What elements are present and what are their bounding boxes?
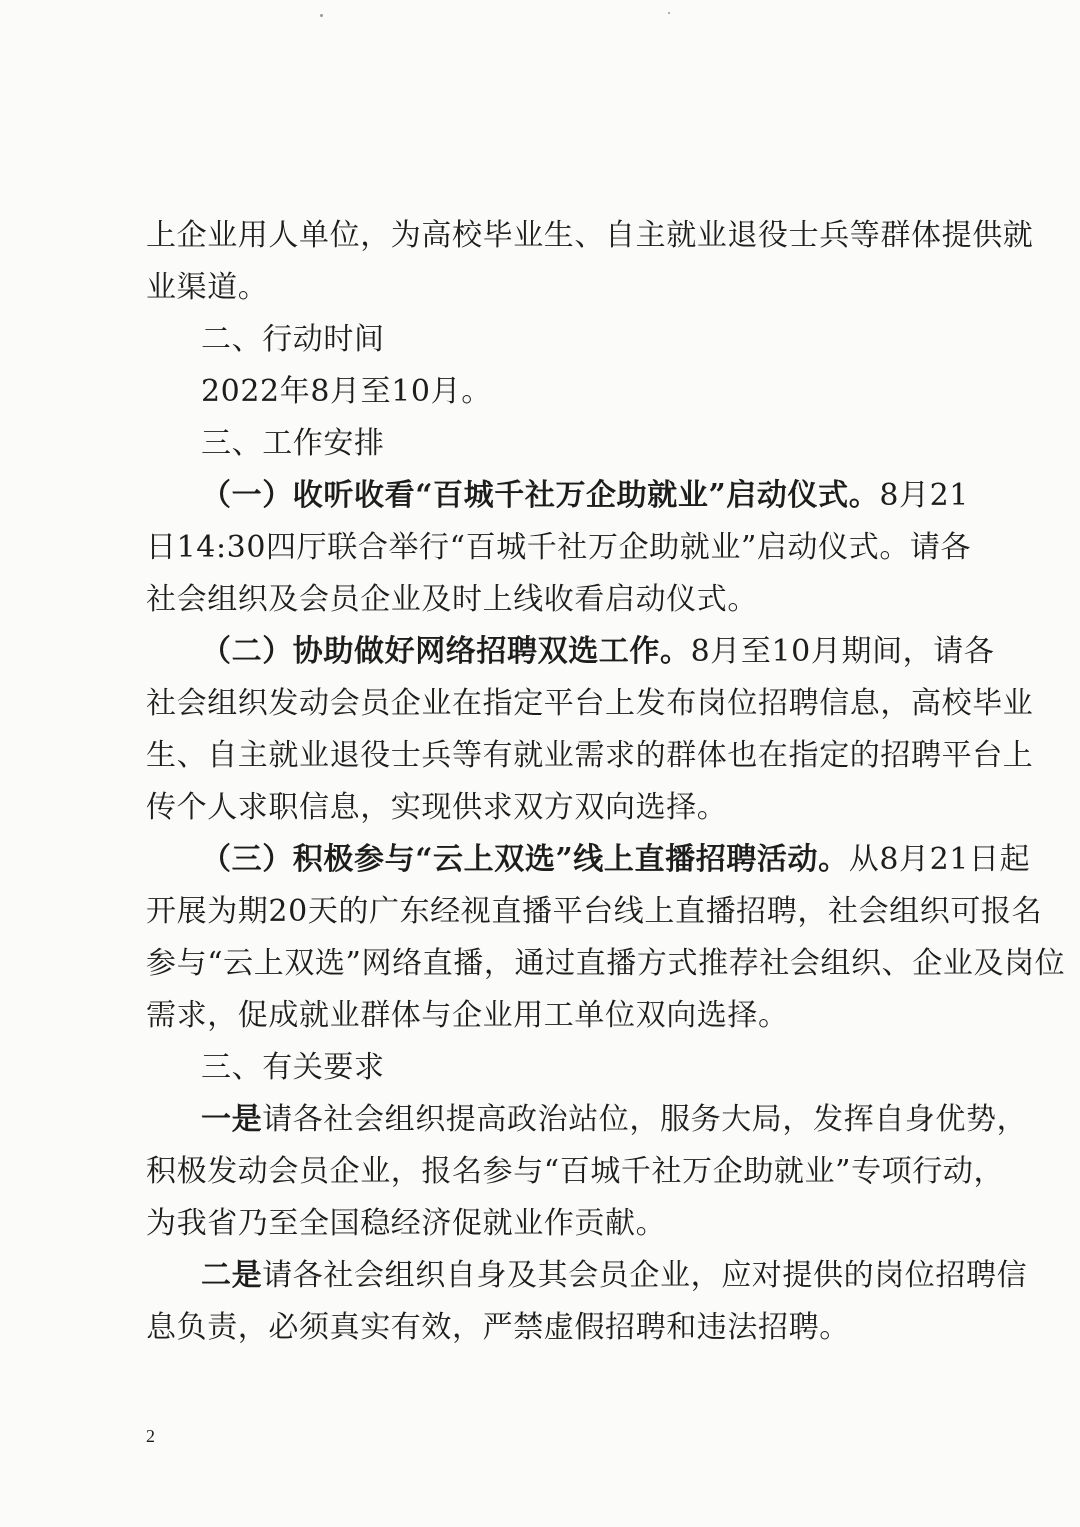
item2-title: （二）协助做好网络招聘双选工作。 <box>201 634 691 669</box>
section-heading-requirements: 三、有关要求 <box>201 1050 385 1085</box>
item1-line-1 <box>146 470 969 522</box>
req2-lead: 二是 <box>201 1258 263 1293</box>
item2-line-2: 社会组织发动会员企业在指定平台上发布岗位招聘信息，高校毕业 <box>146 686 1034 721</box>
document-body <box>146 210 1066 1354</box>
page-number: 2 <box>146 1426 155 1446</box>
section-heading-time: 二、行动时间 <box>201 322 385 357</box>
item1-line-2: 日14:30四厅联合举行“百城千社万企助就业”启动仪式。请各 <box>146 530 972 565</box>
item1-text: 8月21 <box>879 478 969 513</box>
req1-line-1 <box>146 1094 1028 1146</box>
req2-text: 请各社会组织自身及其会员企业，应对提供的岗位招聘信 <box>262 1258 1028 1293</box>
scan-speck <box>320 14 323 17</box>
item2-line-4: 传个人求职信息，实现供求双方双向选择。 <box>146 790 728 825</box>
item2-line-3: 生、自主就业退役士兵等有就业需求的群体也在指定的招聘平台上 <box>146 738 1034 773</box>
req1-line-3: 为我省乃至全国稳经济促就业作贡献。 <box>146 1206 667 1241</box>
intro-line-1: 上企业用人单位，为高校毕业生、自主就业退役士兵等群体提供就 <box>146 218 1034 253</box>
req1-line-2: 积极发动会员企业，报名参与“百城千社万企助就业”专项行动， <box>146 1154 1005 1189</box>
item1-title: （一）收听收看“百城千社万企助就业”启动仪式。 <box>201 478 880 513</box>
req1-text: 请各社会组织提高政治站位，服务大局，发挥自身优势， <box>262 1102 1028 1137</box>
scan-speck <box>668 12 670 14</box>
section-heading-arrangement: 三、工作安排 <box>201 426 385 461</box>
item3-line-2: 开展为期20天的广东经视直播平台线上直播招聘，社会组织可报名 <box>146 894 1043 929</box>
item2-text: 8月至10月期间，请各 <box>690 634 995 669</box>
item3-line-4: 需求，促成就业群体与企业用工单位双向选择。 <box>146 998 789 1033</box>
req1-lead: 一是 <box>201 1102 263 1137</box>
section-time-text: 2022年8月至10月。 <box>201 374 492 409</box>
item3-title: （三）积极参与“云上双选”线上直播招聘活动。 <box>201 842 849 877</box>
intro-line-2: 业渠道。 <box>146 270 269 305</box>
item3-line-3: 参与“云上双选”网络直播，通过直播方式推荐社会组织、企业及岗位 <box>146 946 1066 981</box>
item3-text: 从8月21日起 <box>848 842 1031 877</box>
item3-line-1 <box>146 834 1031 886</box>
item1-line-3: 社会组织及会员企业及时上线收看启动仪式。 <box>146 582 758 617</box>
req2-line-1 <box>146 1250 1028 1302</box>
req2-line-2: 息负责，必须真实有效，严禁虚假招聘和违法招聘。 <box>146 1310 850 1345</box>
item2-line-1 <box>146 626 995 678</box>
